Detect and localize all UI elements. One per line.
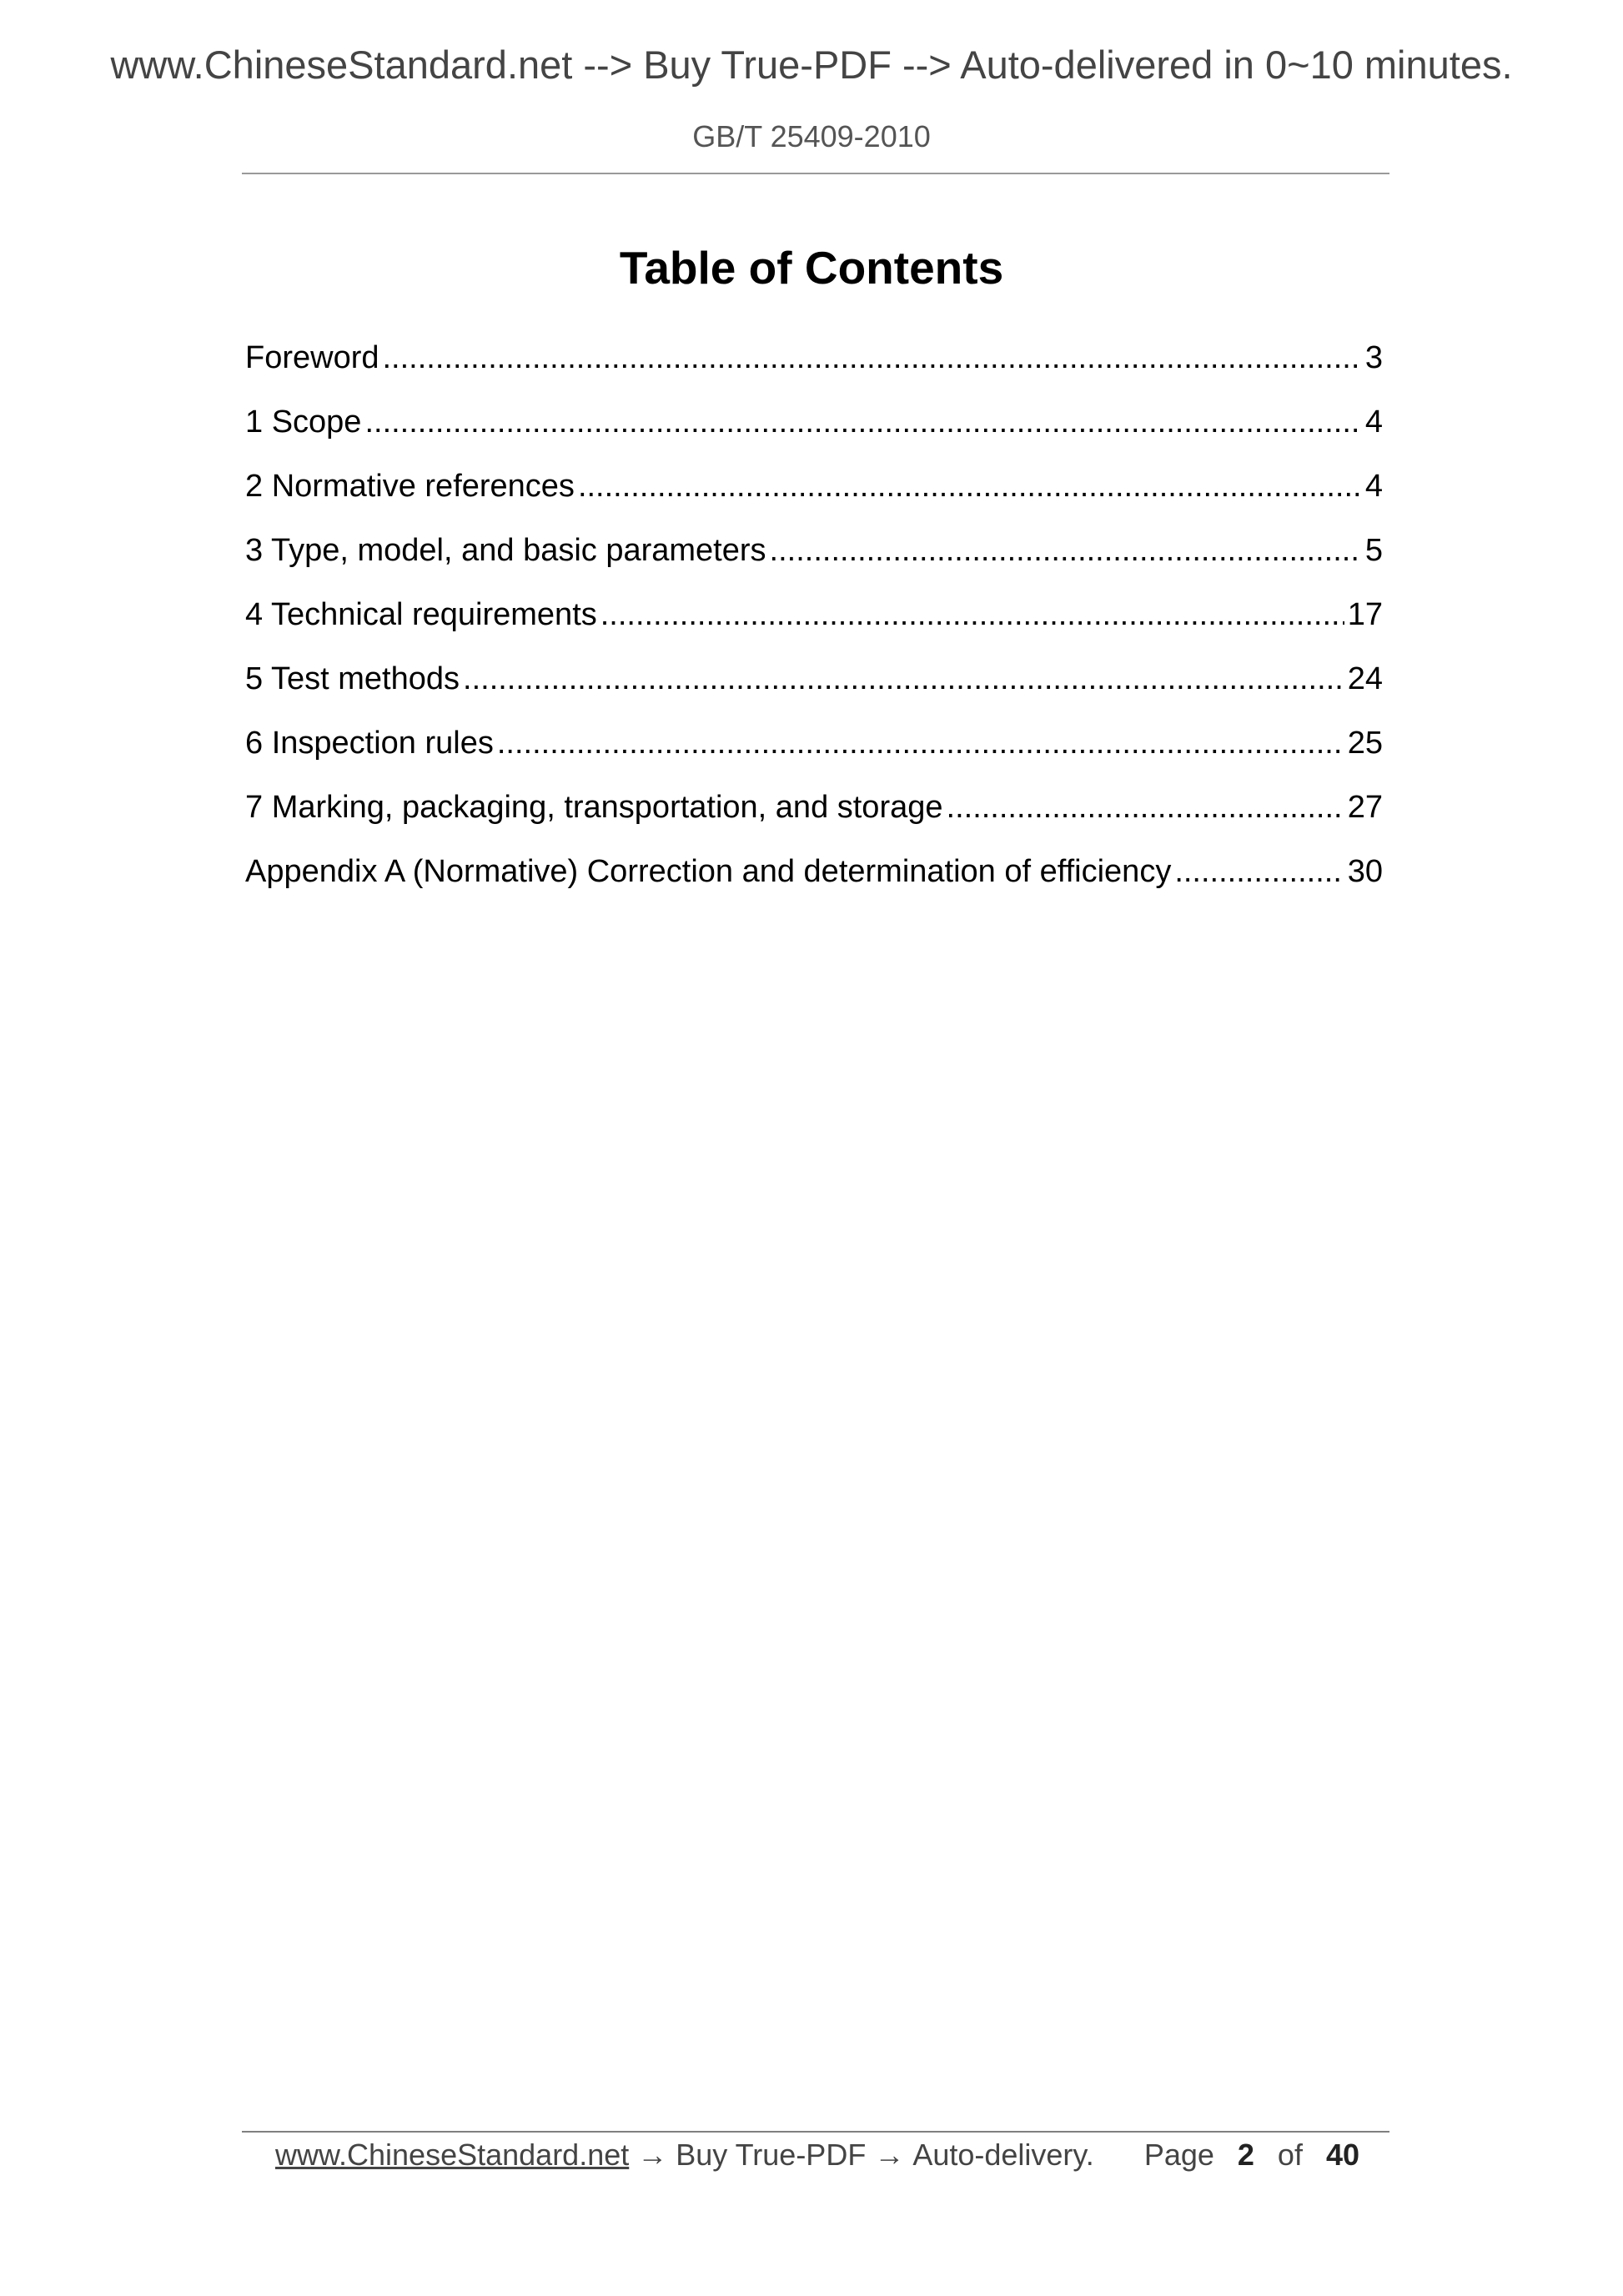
page-total: 40 — [1325, 2138, 1359, 2172]
toc-list — [245, 340, 1383, 918]
dot-leader — [947, 790, 1344, 826]
toc-entry-label: 4 Technical requirements — [245, 597, 597, 632]
toc-entry-label: 6 Inspection rules — [245, 726, 494, 761]
page-word: Page — [1143, 2138, 1214, 2172]
toc-entry-page: 4 — [1364, 404, 1383, 440]
toc-entry-normative-references[interactable] — [245, 469, 1383, 533]
toc-entry-page: 30 — [1347, 854, 1383, 889]
footer-website-link[interactable]: www.ChineseStandard.net — [275, 2138, 630, 2172]
toc-entry-page: 4 — [1364, 469, 1383, 504]
toc-entry-page: 24 — [1347, 661, 1383, 696]
toc-entry-label: 7 Marking, packaging, transportation, and storage — [245, 790, 943, 825]
toc-entry-page: 5 — [1364, 533, 1383, 568]
toc-entry-page: 3 — [1364, 340, 1383, 375]
toc-entry-label: 3 Type, model, and basic parameters — [245, 533, 766, 568]
page-of-word: of — [1277, 2138, 1303, 2172]
toc-entry-scope[interactable] — [245, 404, 1383, 469]
page-footer — [275, 2138, 1359, 2173]
toc-entry-inspection-rules[interactable] — [245, 726, 1383, 790]
toc-entry-technical-requirements[interactable] — [245, 597, 1383, 661]
toc-entry-page: 25 — [1347, 726, 1383, 761]
dot-leader — [770, 533, 1362, 569]
toc-entry-foreword[interactable] — [245, 340, 1383, 404]
dot-leader — [463, 661, 1344, 697]
dot-leader — [1174, 854, 1344, 890]
header-divider — [242, 173, 1389, 174]
toc-entry-appendix-a[interactable] — [245, 854, 1383, 918]
footer-buy-text: Buy True-PDF — [676, 2138, 867, 2172]
top-banner: www.ChineseStandard.net --> Buy True-PDF --> Auto-delivered in 0~10 minutes. — [110, 43, 1513, 87]
page-current: 2 — [1237, 2138, 1254, 2172]
arrow-right-icon: → — [874, 2138, 905, 2172]
toc-entry-page: 27 — [1347, 790, 1383, 825]
toc-entry-label: Foreword — [245, 340, 379, 375]
dot-leader — [600, 597, 1344, 633]
footer-divider — [242, 2131, 1389, 2133]
toc-entry-label: 1 Scope — [245, 404, 362, 440]
toc-entry-marking-packaging[interactable] — [245, 790, 1383, 854]
toc-entry-page: 17 — [1347, 597, 1383, 632]
dot-leader — [578, 469, 1362, 505]
arrow-right-icon: → — [637, 2138, 668, 2172]
footer-delivery-text: Auto-delivery. — [912, 2138, 1094, 2172]
document-code: GB/T 25409-2010 — [692, 119, 931, 153]
toc-title: Table of Contents — [619, 242, 1004, 294]
toc-entry-label: 5 Test methods — [245, 661, 460, 696]
toc-entry-label: 2 Normative references — [245, 469, 575, 504]
toc-entry-label: Appendix A (Normative) Correction and determination of efficiency — [245, 854, 1172, 889]
dot-leader — [497, 726, 1344, 761]
dot-leader — [383, 340, 1362, 376]
toc-entry-type-model-parameters[interactable] — [245, 533, 1383, 597]
toc-entry-test-methods[interactable] — [245, 661, 1383, 726]
dot-leader — [364, 404, 1361, 440]
